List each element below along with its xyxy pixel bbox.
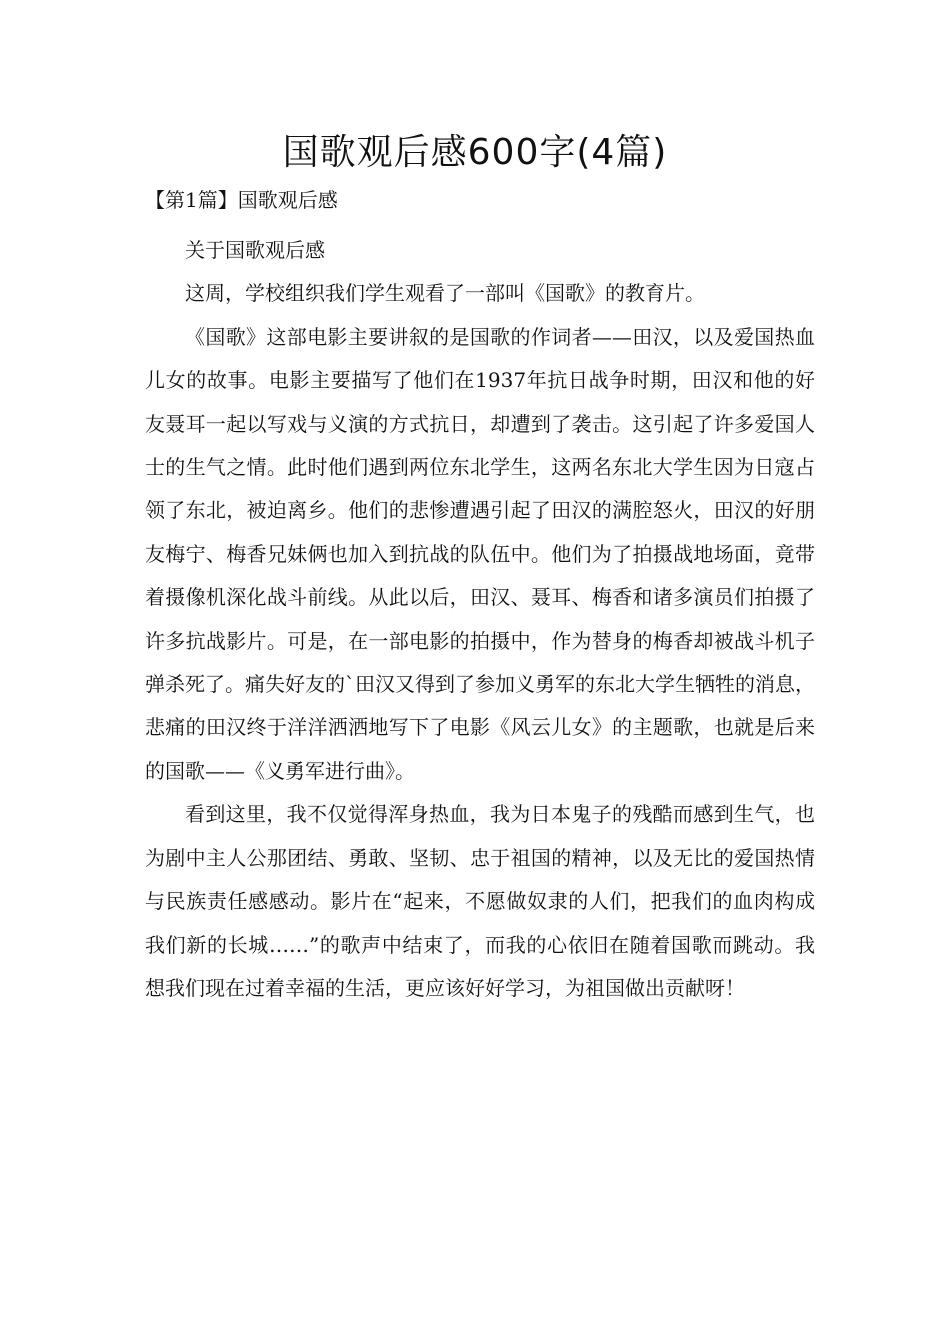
paragraph: 《国歌》这部电影主要讲叙的是国歌的作词者——田汉，以及爱国热血儿女的故事。电影主要描写了他们在1937年抗日战争时期，田汉和他的好友聂耳一起以写戏与义演的方式抗日，却遭到了袭击。这引起了许多爱国人士的生气之情。此时他们遇到两位东北学生，这两名东北大学生因为日寇占领了东北，被迫离乡。他们的悲惨遭遇引起了田汉的满腔怒火，田汉的好朋友梅宁、梅香兄妹俩也加入到抗战的队伍中。他们为了拍摄战地场面，竟带着摄像机深化战斗前线。从此以后，田汉、聂耳、梅香和诸多演员们拍摄了许多抗战影片。可是，在一部电影的拍摄中，作为替身的梅香却被战斗机子弹杀死了。痛失好友的`田汉又得到了参加义勇军的东北大学生牺牲的消息，悲痛的田汉终于洋洋洒洒地写下了电影《风云儿女》的主题歌，也就是后来的国歌——《义勇军进行曲》。 bbox=[145, 324, 815, 783]
paragraph: 看到这里，我不仅觉得浑身热血，我为日本鬼子的残酷而感到生气，也为剧中主人公那团结、勇敢、坚韧、忠于祖国的精神，以及无比的爱国热情与民族责任感感动。影片在“起来，不愿做奴隶的人们，把我们的血肉构成我们新的长城……”的歌声中结束了，而我的心依旧在随着国歌而跳动。我想我们现在过着幸福的生活，更应该好好学习，为祖国做出贡献呀！ bbox=[145, 802, 815, 1000]
article-body bbox=[145, 229, 815, 1010]
page-title: 国歌观后感600字(4篇) bbox=[282, 132, 668, 173]
paragraph: 这周，学校组织我们学生观看了一部叫《国歌》的教育片。 bbox=[185, 281, 705, 306]
section-heading: 【第1篇】国歌观后感 bbox=[145, 188, 338, 212]
article-subtitle: 关于国歌观后感 bbox=[185, 238, 325, 262]
